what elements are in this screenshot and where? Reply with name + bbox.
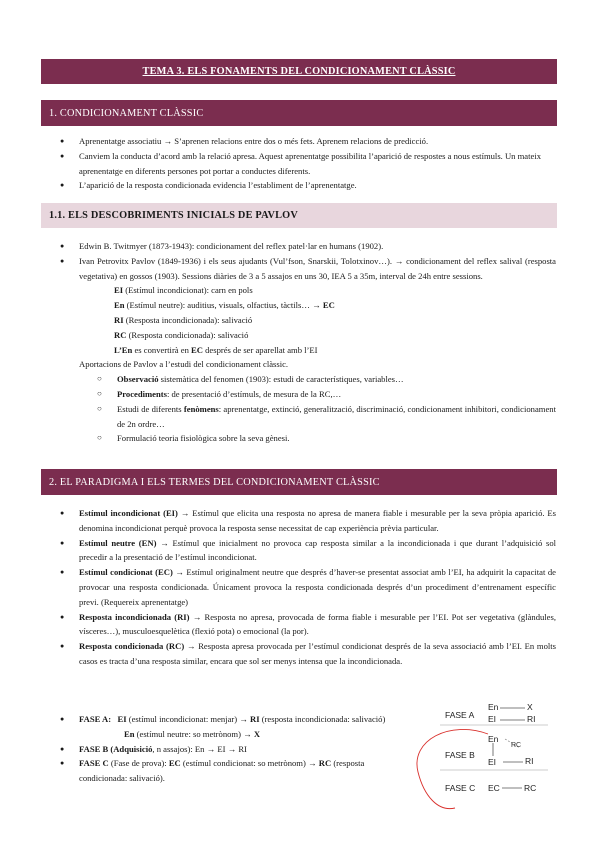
term-row: EI (Estímul incondicionat): carn en pols — [114, 285, 253, 296]
diagram-ei-a: EI — [488, 714, 497, 724]
list-item: ○ Estudi de diferents fenòmens: aprenentatge, extinció, generalització, discriminació, condicionament inhibitori, condicionament de 2n ordre… — [48, 402, 556, 432]
list-item: ○ Formulació teoria fisiològica sobre la seva gènesi. — [48, 431, 556, 446]
diagram-ri-b: RI — [525, 756, 534, 766]
diagram-rc-c: RC — [524, 783, 537, 793]
page-title: TEMA 3. ELS FONAMENTS DEL CONDICIONAMENT CLÀSSIC — [41, 59, 557, 84]
list-item: ○ Observació sistemàtica del fenomen (1903): estudi de característiques, variables… — [48, 372, 556, 387]
diagram-lines — [400, 700, 560, 812]
term-row: L’En es convertirà en EC després de ser aparellat amb l’EI — [114, 344, 318, 355]
contrib-intro: Aportacions de Pavlov a l’estudi del condicionament clàssic. — [79, 359, 289, 370]
diagram-fase-b: FASE B — [445, 750, 475, 760]
diagram-x: X — [527, 702, 533, 712]
list-item: ● Estímul condicionat (EC) → Estímul originalment neutre que després d’haver-se presentat associat amb l’EI, ha adquirit la capacitat de provocar una resposta condicionada. Únicament provoca la resposta condicionada després d’un procediment d’entrenament específic previ. (Requereix aprenentatge) — [48, 565, 556, 609]
list-item: ● Estímul incondicionat (EI) → Estímul que elicita una resposta no apresa de manera fiable i mesurable per la seva pròpia aparició. Es denomina incondicionat perquè provoca la resposta sense necessitat de cap experiència prèvia particular. — [48, 506, 556, 536]
list-item: ● FASE B (Adquisició, n assajos): En → EI → RI — [48, 742, 396, 757]
diagram-ei-b: EI — [488, 757, 497, 767]
diagram-fase-a: FASE A — [445, 710, 475, 720]
list-item: ● Resposta condicionada (RC) → Resposta apresa provocada per l’estímul condicionat després de la seva associació amb l’EI. En molts casos es tracta d’una resposta similar, encara que sol ser menys intensa que la incondicionada. — [48, 639, 556, 669]
list-item: ● FASE A: EI (estímul incondicionat: menjar) → RI (resposta incondicionada: salivació) — [48, 712, 396, 727]
list-item: ● FASE C (Fase de prova): EC (estímul condicionat: so metrònom) → RC (resposta condicionada: salivació). — [48, 756, 396, 786]
list-item: ● Resposta incondicionada (RI) → Resposta no apresa, provocada de forma fiable i mesurable per l’EI. Pot ser vegetativa (glàndules, vísceres…), musculoesquelètica (flexió pota) o emocional (la por). — [48, 610, 556, 640]
contrib-list — [48, 372, 556, 446]
phases-list — [48, 712, 396, 786]
diagram-ec-c: EC — [488, 783, 500, 793]
phases-diagram — [400, 700, 560, 812]
section-1-heading: 1. CONDICIONAMENT CLÀSSIC — [41, 100, 557, 126]
section-2-list — [48, 506, 556, 669]
diagram-rc-b: RC — [511, 742, 522, 749]
term-row: RC (Resposta condicionada): salivació — [114, 329, 249, 340]
list-item: ○ Procediments: de presentació d’estímuls, de mesura de la RC,… — [48, 387, 556, 402]
section-1-1-list — [48, 239, 556, 446]
list-item: ● L’aparició de la resposta condicionada evidencia l’establiment de l’aprenentatge. — [48, 178, 556, 193]
section-2-heading: 2. EL PARADIGMA I ELS TERMES DEL CONDICIONAMENT CLÀSSIC — [41, 469, 557, 495]
diagram-ri-a: RI — [527, 714, 536, 724]
diagram-fase-c: FASE C — [445, 783, 476, 793]
term-row: En (Estímul neutre): auditius, visuals, olfactius, tàctils… → EC — [114, 300, 335, 311]
diagram-en-b: En — [488, 734, 499, 744]
list-item: ● Edwin B. Twitmyer (1873-1943): condicionament del reflex patel·lar en humans (1902). — [48, 239, 556, 254]
phase-a2-row: En (estímul neutre: so metrònom) → X — [124, 728, 261, 739]
diagram-en-a: En — [488, 702, 499, 712]
list-item: ● Canviem la conducta d’acord amb la relació apresa. Aquest aprenentatge possibilita l’aparició de respostes a nous estímuls. Un mateix aprenentatge en diferents persones pot portar a conductes diferents. — [48, 149, 556, 179]
section-1-list — [48, 134, 556, 193]
list-item: ● Aprenentatge associatiu → S’aprenen relacions entre dos o més fets. Aprenem relacions de predicció. — [48, 134, 556, 149]
term-row: RI (Resposta incondicionada): salivació — [114, 314, 253, 325]
section-1-1-heading: 1.1. ELS DESCOBRIMENTS INICIALS DE PAVLOV — [41, 203, 557, 228]
list-item: ● Estímul neutre (EN) → Estímul que inicialment no provoca cap resposta similar a la incondicionada i que durant l’adquisició sol precedir a la presentació de l’estímul incondicionat. — [48, 536, 556, 566]
list-item: ● Ivan Petrovitx Pavlov (1849-1936) i els seus ajudants (Vul’fson, Snarskii, Tolotxinov…). → condicionament del reflex salival (resposta vegetativa) en gossos (1903). Sessions diàries de 3 a 5 assajos en uns 30, IEA 5 a 35m, interval de 24h entre sessions. — [48, 254, 556, 284]
